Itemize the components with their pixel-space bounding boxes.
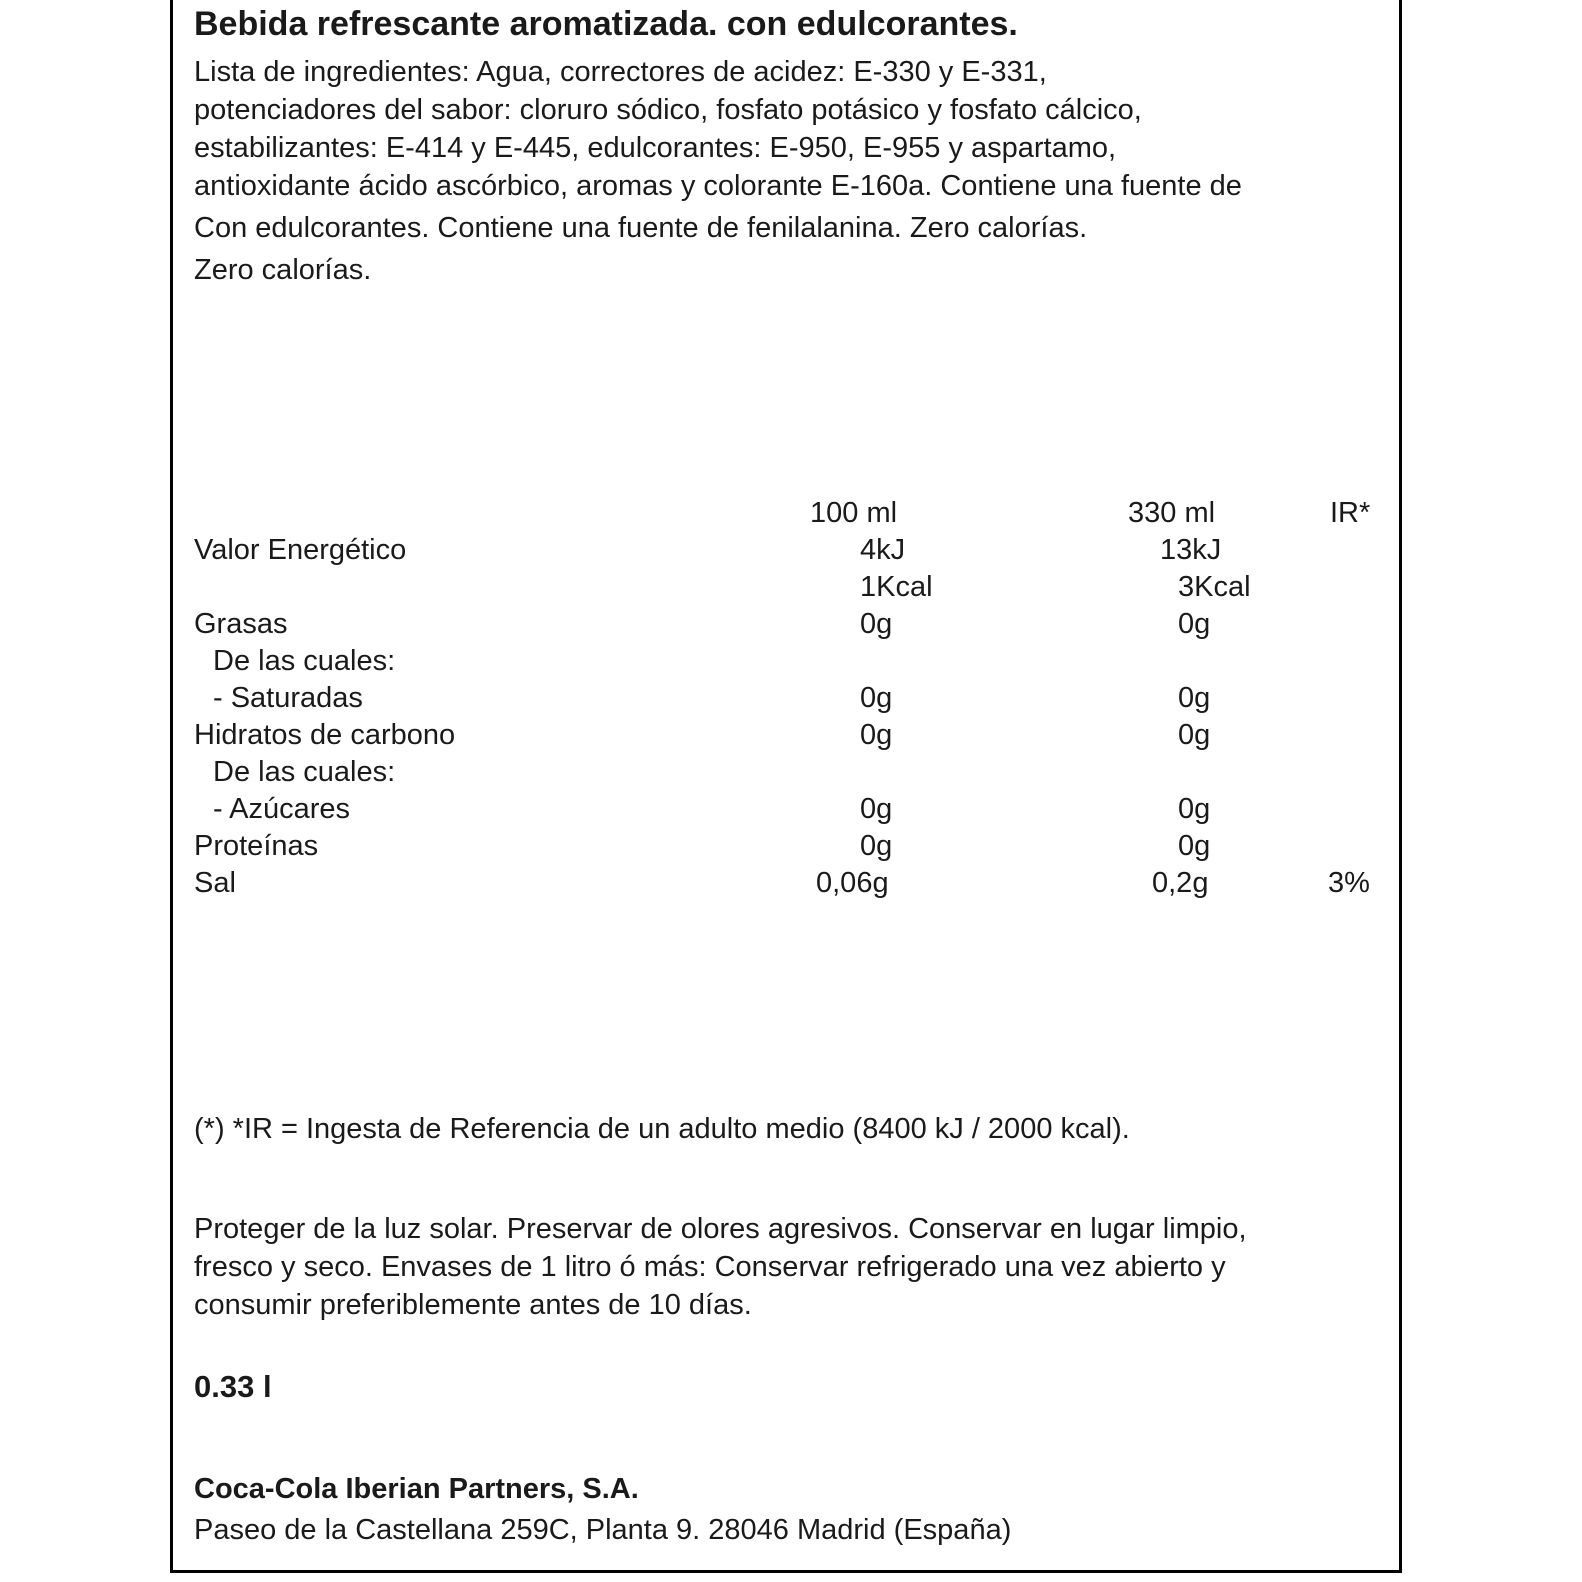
storage-line: fresco y seco. Envases de 1 litro ó más: Conservar refrigerado una vez abierto y (194, 1251, 1226, 1283)
ingredients-line: antioxidante ácido ascórbico, aromas y colorante E-160a. Contiene una fuente de (194, 170, 1242, 202)
value-330ml: 0g (1178, 719, 1211, 751)
header-330ml: 330 ml (1128, 497, 1216, 529)
nutrient-sublabel: De las cuales: (213, 645, 396, 677)
nutrient-label: Grasas (194, 608, 288, 640)
value-100ml: 0g (860, 608, 893, 640)
nutrient-label: Proteínas (194, 830, 319, 862)
ingredients-line: Zero calorías. (194, 254, 372, 286)
ingredients-line: estabilizantes: E-414 y E-445, edulcorantes: E-950, E-955 y aspartamo, (194, 132, 1117, 164)
value-ir: 3% (1328, 867, 1370, 899)
value-330ml: 0g (1178, 793, 1211, 825)
value-330ml: 3Kcal (1178, 571, 1251, 603)
value-100ml: 0g (860, 830, 893, 862)
nutrient-label: Sal (194, 867, 236, 899)
value-330ml: 0g (1178, 830, 1211, 862)
storage-line: Proteger de la luz solar. Preservar de olores agresivos. Conservar en lugar limpio, (194, 1213, 1247, 1245)
company-address: Paseo de la Castellana 259C, Planta 9. 28046 Madrid (España) (194, 1514, 1012, 1546)
product-title: Bebida refrescante aromatizada. con edulcorantes. (194, 5, 1018, 43)
nutrient-sublabel: - Azúcares (213, 793, 350, 825)
value-100ml: 1Kcal (860, 571, 933, 603)
ingredients-line: Con edulcorantes. Contiene una fuente de fenilalanina. Zero calorías. (194, 212, 1088, 244)
header-ir: IR* (1330, 497, 1371, 529)
ingredients-line: Lista de ingredientes: Agua, correctores de acidez: E-330 y E-331, (194, 56, 1047, 88)
nutrient-sublabel: De las cuales: (213, 756, 396, 788)
footnote: (*) *IR = Ingesta de Referencia de un adulto medio (8400 kJ / 2000 kcal). (194, 1113, 1130, 1145)
value-100ml: 0,06g (816, 867, 889, 899)
nutrient-label: Valor Energético (194, 534, 407, 566)
value-330ml: 0g (1178, 608, 1211, 640)
nutrient-sublabel: - Saturadas (213, 682, 363, 714)
value-100ml: 0g (860, 793, 893, 825)
value-100ml: 4kJ (860, 534, 906, 566)
value-100ml: 0g (860, 719, 893, 751)
value-100ml: 0g (860, 682, 893, 714)
net-volume: 0.33 l (194, 1369, 272, 1404)
ingredients-line: potenciadores del sabor: cloruro sódico, fosfato potásico y fosfato cálcico, (194, 94, 1142, 126)
value-330ml: 0,2g (1152, 867, 1209, 899)
value-330ml: 13kJ (1160, 534, 1222, 566)
company-name: Coca-Cola Iberian Partners, S.A. (194, 1473, 639, 1505)
nutrient-label: Hidratos de carbono (194, 719, 456, 751)
header-100ml: 100 ml (810, 497, 898, 529)
storage-line: consumir preferiblemente antes de 10 días. (194, 1289, 752, 1321)
value-330ml: 0g (1178, 682, 1211, 714)
